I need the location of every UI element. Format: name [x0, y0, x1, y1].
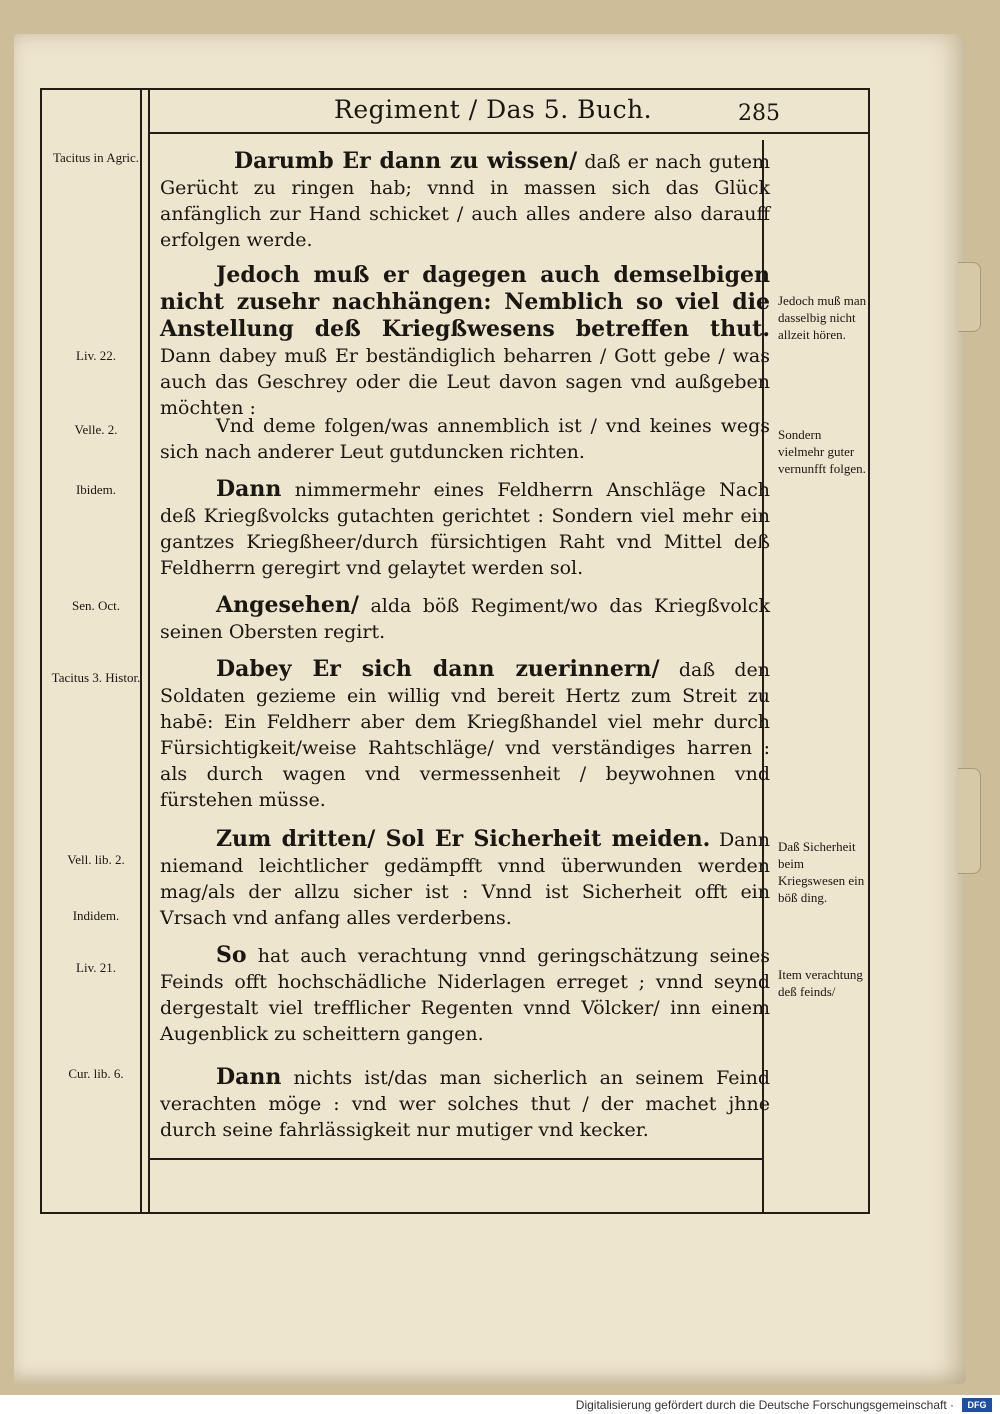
left-margin-rule — [148, 88, 150, 1214]
paragraph — [160, 476, 770, 581]
paragraph-text: Vnd deme folgen/was annemblich ist / vnd keines wegs sich nach anderer Leut gutduncken richten. — [160, 415, 770, 463]
paragraph-lead: Dann — [216, 1064, 282, 1090]
dfg-logo: DFG — [962, 1398, 992, 1412]
margin-note-right: Jedoch muß man dasselbig nicht allzeit hören. — [778, 293, 867, 342]
paragraph-lead: Angesehen/ — [216, 592, 359, 618]
paragraph-text: nimmermehr eines Feldherrn Anschläge Nach deß Kriegßvolcks gutachten gerichtet : Sondern viel mehr ein gantzes Kriegßheer/durch fürsichtigen Raht vnd Mittel deß Feldherrn geregirt vnd gelaytet werden sol. — [160, 479, 771, 579]
paragraph-text: alda böß Regiment/wo das Kriegßvolck seinen Obersten regirt. — [160, 595, 771, 643]
margin-note-left: Liv. 21. — [76, 960, 116, 975]
margin-note-left: Velle. 2. — [74, 422, 118, 437]
margin-note-right: Item verachtung deß feinds/ — [778, 967, 863, 999]
paragraph-text: daß den Soldaten gezieme ein willig vnd bereit Hertz zum Streit zu habē: Ein Feldherr aber dem Kriegßhandel viel mehr durch Fürsichtigkeit/weise Rahtschläge/ vnd verständiges harren : als durch wagen vnd vermessenheit / beywohnen vnd fürstehen müsse. — [160, 659, 770, 811]
margin-note-left: Ibidem. — [75, 482, 117, 497]
paragraph-text: Dann dabey muß Er beständiglich beharren / Gott gebe / was auch das Geschrey oder die Leut davon sagen vnd außgeben möchten : — [160, 345, 770, 419]
paragraph — [160, 148, 770, 253]
margin-note-left: Cur. lib. 6. — [68, 1066, 124, 1081]
margin-note-left: Vell. lib. 2. — [67, 852, 125, 867]
page-number: 285 — [738, 101, 780, 126]
paragraph-lead: So — [216, 942, 247, 968]
page-tab — [958, 262, 981, 332]
bottom-rule — [148, 1158, 762, 1160]
left-margin-rule — [140, 88, 142, 1214]
paragraph — [160, 412, 770, 465]
paragraph — [160, 656, 770, 813]
margin-note-left: Tacitus in Agric. — [52, 150, 140, 165]
paragraph — [160, 262, 770, 421]
paragraph-lead: Zum dritten/ Sol Er Sicherheit meiden. — [216, 826, 711, 852]
paragraph — [160, 1064, 770, 1143]
running-title: Regiment / Das 5. Buch. — [334, 95, 653, 124]
paragraph — [160, 942, 770, 1047]
paragraph-text: daß er nach gutem Gerücht zu ringen hab; vnnd in massen sich das Glück anfänglich zur Hand schicket / auch alles andere also darauff erfolgen werde. — [160, 151, 770, 251]
paragraph-lead: Darumb Er dann zu wissen/ — [234, 148, 578, 174]
paragraph-text: nichts ist/das man sicherlich an seinem Feind verachten möge : vnd wer solches thut / der machet jhne durch seine fahrlässigkeit nur mutiger vnd kecker. — [160, 1067, 771, 1141]
page-tab — [958, 768, 981, 874]
paragraph — [160, 592, 770, 645]
margin-note-left: Indidem. — [72, 908, 120, 923]
margin-note-left: Tacitus 3. Histor. — [51, 670, 141, 685]
digitization-credit: Digitalisierung gefördert durch die Deutsche Forschungsgemeinschaft · — [575, 1398, 954, 1412]
paragraph-lead: Jedoch muß er dagegen auch demselbigen nicht zusehr nachhängen: Nemblich so viel die Anstellung deß Kriegßwesens betreffen thut. — [160, 262, 770, 342]
margin-note-left: Liv. 22. — [76, 348, 116, 363]
header-rule — [148, 132, 868, 134]
paragraph-lead: Dabey Er sich dann zuerinnern/ — [216, 656, 660, 682]
margin-note-right: Sondern vielmehr guter vernunfft folgen. — [778, 427, 866, 476]
paragraph-lead: Dann — [216, 476, 282, 502]
paragraph — [160, 826, 770, 931]
paragraph-text: Dann niemand leichtlicher gedämpfft vnnd überwunden werden mag/als der allzu sicher ist : Vnnd ist Sicherheit offt ein Vrsach vnd anfang alles verderbens. — [160, 829, 770, 929]
paragraph-text: hat auch verachtung vnnd geringschätzung seines Feinds offt hochschädliche Niderlagen erreget ; vnnd seynd dergestalt viel trefflicher Regenten vnnd Völcker/ inn einem Augenblick zu scheittern gangen. — [160, 945, 770, 1045]
margin-note-right: Daß Sicherheit beim Kriegswesen ein böß ding. — [778, 839, 865, 905]
margin-note-left: Sen. Oct. — [71, 598, 121, 613]
